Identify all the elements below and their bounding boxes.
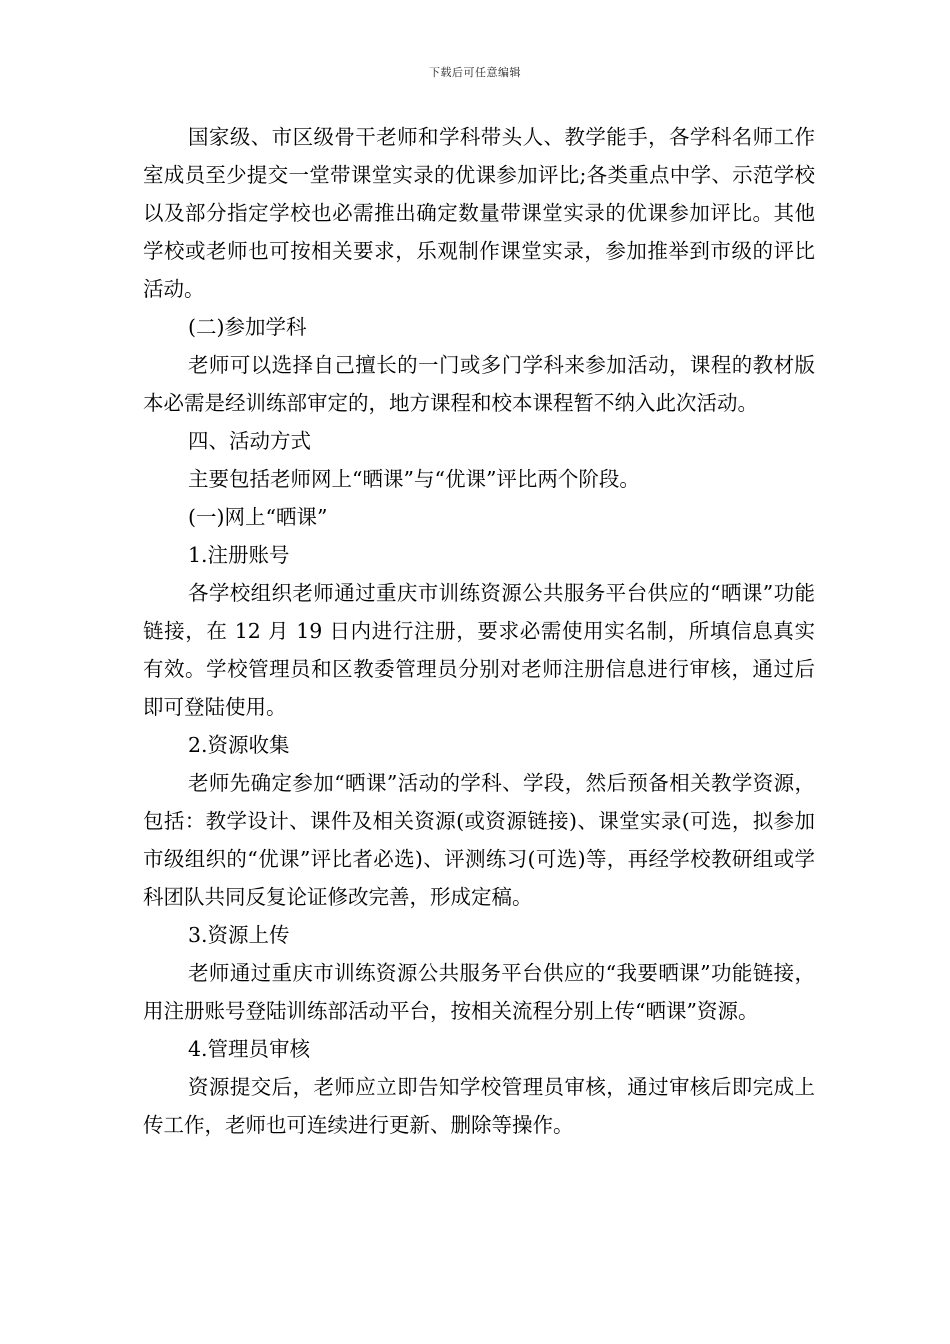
document-body	[143, 118, 815, 1144]
paragraph-register-account: 各学校组织老师通过重庆市训练资源公共服务平台供应的“晒课”功能链接，在 12 月 19 日内进行注册，要求必需使用实名制，所填信息真实有效。学校管理员和区教委管理员分别对老师注册信息进行审核，通过后即可登陆使用。	[143, 581, 815, 719]
paragraph-resource-upload: 老师通过重庆市训练资源公共服务平台供应的“我要晒课”功能链接，用注册账号登陆训练部活动平台，按相关流程分别上传“晒课”资源。	[143, 961, 815, 1023]
page-header-note: 下载后可任意编辑	[429, 66, 521, 79]
paragraph-resource-collection: 老师先确定参加“晒课”活动的学科、学段，然后预备相关教学资源，包括：教学设计、课件及相关资源(或资源链接)、课堂实录(可选，拟参加市级组织的“优课”评比者必选)、评测练习(可选)等，再经学校教研组或学科团队共同反复论证修改完善，形成定稿。	[143, 771, 815, 909]
paragraph-admin-review: 资源提交后，老师应立即告知学校管理员审核，通过审核后即完成上传工作，老师也可连续进行更新、删除等操作。	[143, 1075, 815, 1137]
paragraph-participants: 国家级、市区级骨干老师和学科带头人、教学能手，各学科名师工作室成员至少提交一堂带课堂实录的优课参加评比;各类重点中学、示范学校以及部分指定学校也必需推出确定数量带课堂实录的优课参加评比。其他学校或老师也可按相关要求，乐观制作课堂实录，参加推举到市级的评比活动。	[143, 125, 815, 301]
heading-online-showcase: (一)网上“晒课”	[188, 505, 328, 529]
paragraph-subjects: 老师可以选择自己擅长的一门或多门学科来参加活动，课程的教材版本必需是经训练部审定的，地方课程和校本课程暂不纳入此次活动。	[143, 353, 815, 415]
paragraph-activity-stages: 主要包括老师网上“晒课”与“优课”评比两个阶段。	[188, 467, 640, 491]
heading-activity-method: 四、活动方式	[188, 429, 311, 453]
heading-resource-upload: 3.资源上传	[188, 923, 290, 947]
heading-register-account: 1.注册账号	[188, 543, 290, 567]
heading-resource-collection: 2.资源收集	[188, 733, 290, 757]
heading-subjects: (二)参加学科	[188, 315, 307, 339]
heading-admin-review: 4.管理员审核	[188, 1037, 311, 1061]
